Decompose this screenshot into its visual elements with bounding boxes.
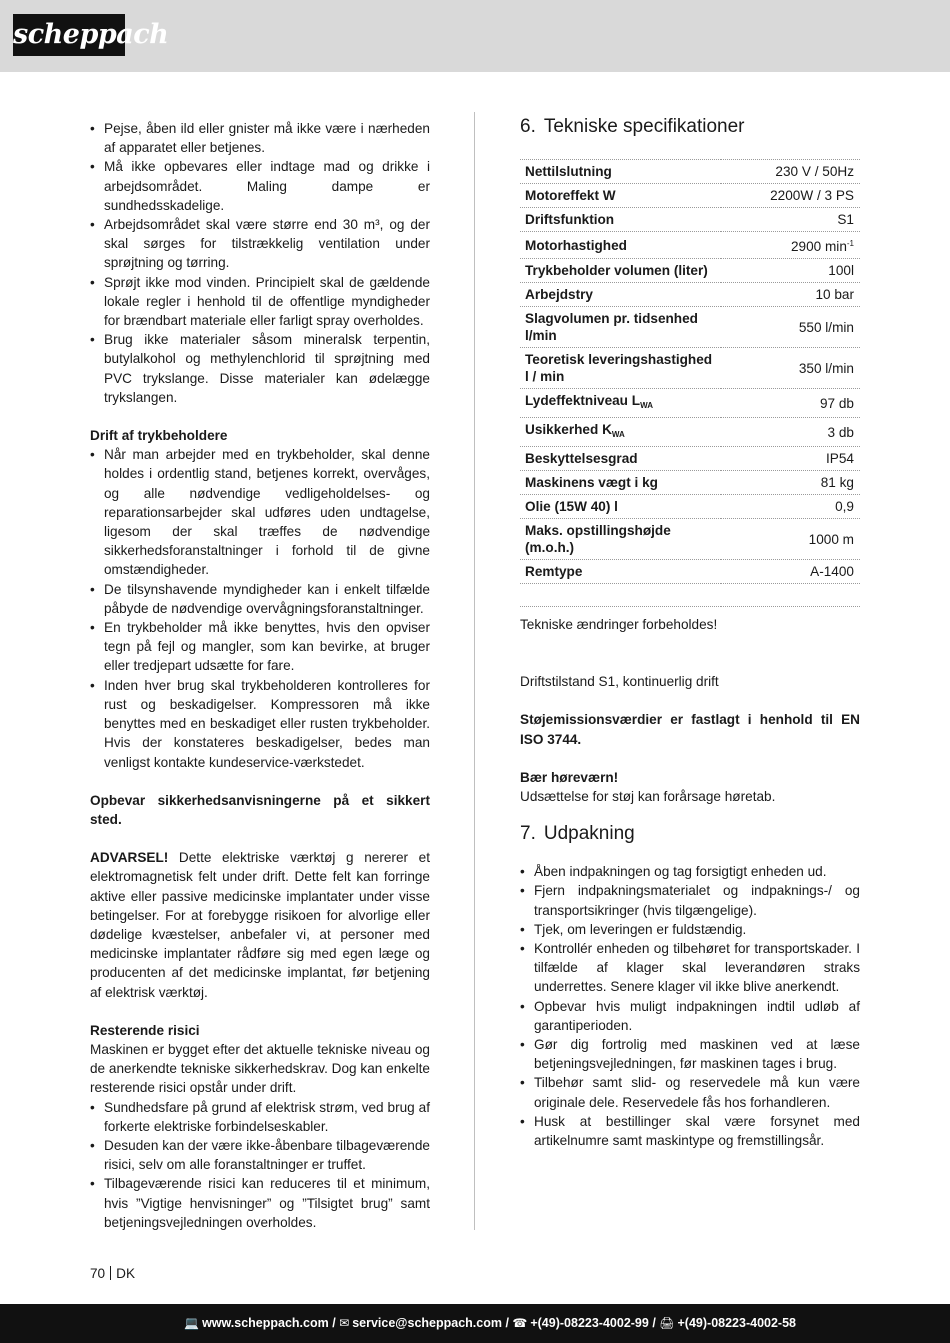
table-row: Nettilslutning 230 V / 50Hz xyxy=(520,160,860,184)
email-link[interactable]: service@scheppach.com xyxy=(352,1316,502,1330)
list-item: • Pejse, åben ild eller gnister må ikke være i nærheden af apparatet eller betjenes. xyxy=(90,119,430,157)
right-column xyxy=(520,113,860,1150)
list-item: • Sundhedsfare på grund af elektrisk strøm, ved brug af forkerte elektriske forbindelseskabler. xyxy=(90,1098,430,1136)
list-item: • Fjern indpakningsmaterialet og indpaknings-/ og transportsikringer (hvis tilgængelige). xyxy=(520,881,860,919)
unpack-section-title: 7. Udpakning xyxy=(520,823,635,845)
ear-protection-heading: Bær høreværn! xyxy=(520,769,619,785)
phone-number: +(49)-08223-4002-99 xyxy=(530,1316,649,1330)
list-item: • En trykbeholder må ikke benyttes, hvis den opviser tegn på fejl og mangler, som kan bevirke, at bruger eller tredjepart udsætte for fare. xyxy=(90,618,430,676)
safety-bullet-list xyxy=(90,119,430,407)
mail-icon: ✉ xyxy=(339,1316,350,1330)
table-row: Olie (15W 40) l 0,9 xyxy=(520,495,860,519)
list-item: • Desuden kan der være ikke-åbenbare tilbageværende risici, selv om alle foranstaltninger er truffet. xyxy=(90,1136,430,1174)
table-row: Lydeffektniveau $L_{WA}$ 97 db xyxy=(520,389,860,418)
table-row: Beskyttelsesgrad IP54 xyxy=(520,447,860,471)
website-link[interactable]: www.scheppach.com xyxy=(202,1316,329,1330)
specs-section-title: 6. Tekniske specifikationer xyxy=(520,116,745,137)
list-item: • Når man arbejder med en trykbeholder, skal denne holdes i ordentlig stand, betjenes korrekt, overvåges, og alle nødvendige vedligeholdelses- og reparationsarbejder skal udføres uden undtagelse, ligesom der skal træffes de nødvendige sikkerhedsforanstaltninger i forhold til de givne omstændigheder. xyxy=(90,445,430,579)
phone-icon: ☎ xyxy=(512,1316,528,1330)
list-item: • Kontrollér enheden og tilbehøret for transportskader. I tilfælde af klager skal leverandøren straks underrettes. Senere klager vil ikke blive anerkendt. xyxy=(520,939,860,997)
duty-note: Driftstilstand S1, kontinuerlig drift xyxy=(520,674,719,690)
table-row: Motorhastighed 2900 $\min^{-1}$ xyxy=(520,232,860,259)
ear-protection-text: Udsættelse for støj kan forårsage høretab. xyxy=(520,789,776,805)
table-row: Motoreffekt W 2200W / 3 PS xyxy=(520,184,860,208)
contact-bar: 💻 www.scheppach.com / ✉ service@scheppach.com / ☎ +(49)-08223-4002-99 / 🖨 +(49)-08223-4002-58 xyxy=(0,1304,950,1343)
residual-bullet-list xyxy=(90,1098,430,1232)
list-item: • Opbevar hvis muligt indpakningen indtil udløb af garantiperioden. xyxy=(520,997,860,1035)
unpack-bullet-list xyxy=(520,862,860,1150)
residual-heading: Resterende risici xyxy=(90,1022,200,1038)
list-item: • Sprøjt ikke mod vinden. Principielt skal de gældende lokale regler i henhold til de offentlige myndigheder for brændbart materiale eller farligt spray overholdes. xyxy=(90,273,430,331)
list-item: • Åben indpakningen og tag forsigtigt enheden ud. xyxy=(520,862,860,881)
table-row: Usikkerhed $K_{WA}$ 3 db xyxy=(520,418,860,447)
list-item: • Husk at bestillinger skal være forsynet med artikelnumre samt maskintype og fremstillingsår. xyxy=(520,1112,860,1150)
noise-note: Støjemissionsværdier er fastlagt i henhold til EN ISO 3744. xyxy=(520,712,860,747)
tank-bullet-list xyxy=(90,445,430,771)
table-row: Driftsfunktion S1 xyxy=(520,208,860,232)
tank-heading: Drift af trykbeholdere xyxy=(90,428,228,444)
table-row: Remtype A-1400 xyxy=(520,560,860,584)
list-item: • Må ikke opbevares eller indtage mad og drikke i arbejdsområdet. Maling dampe er sundhedsskadelige. xyxy=(90,157,430,215)
list-item: • Arbejdsområdet skal være større end 30 m³, og der skal sørges for tilstrækkelig ventilation under sprøjtning og tørring. xyxy=(90,215,430,273)
warning-text: Dette elektriske værktøj g nererer et elektromagnetisk felt under drift. Dette felt kan forringe aktive eller passive medicinske implantater under visse betingelser. For at forebygge risikoen for alvorlige eller dødelige kvæstelser, anbefaler vi, at personer med medicinske implantater rådføre sig med egen læge og producenten af det medicinske implantat, før betjening af elektrisk værktøj. xyxy=(90,850,430,1000)
residual-intro: Maskinen er bygget efter det aktuelle tekniske niveau og de anerkendte tekniske sikkerhedskrav. Dog kan enkelte resterende risici opstår under drift. xyxy=(90,1041,430,1096)
table-row: Maskinens vægt i kg 81 kg xyxy=(520,471,860,495)
column-divider xyxy=(474,112,475,1230)
language-code: DK xyxy=(116,1266,136,1281)
page-footer-label xyxy=(90,1264,135,1283)
table-row: Teoretisk leveringshastighed l / min 350 l/min xyxy=(520,348,860,389)
fax-icon: 🖨 xyxy=(659,1316,675,1330)
computer-icon: 💻 xyxy=(184,1316,200,1330)
table-row xyxy=(520,584,860,607)
list-item: • De tilsynshavende myndigheder kan i enkelt tilfælde påbyde de nødvendige overvågningsforanstaltninger. xyxy=(90,580,430,618)
list-item: • Tilbageværende risici kan reduceres til et minimum, hvis ”Vigtige henvisninger” og ”Tilsigtet brug” samt betjeningsvejledningen overholdes. xyxy=(90,1174,430,1232)
table-row: Arbejdstry 10 bar xyxy=(520,283,860,307)
changes-note: Tekniske ændringer forbeholdes! xyxy=(520,617,718,632)
list-item: • Gør dig fortrolig med maskinen ved at læse betjeningsvejledningen, før maskinen tages i brug. xyxy=(520,1035,860,1073)
table-row: Trykbeholder volumen (liter) 100l xyxy=(520,259,860,283)
fax-number: +(49)-08223-4002-58 xyxy=(677,1316,796,1330)
list-item: • Tilbehør samt slid- og reservedele må kun være originale dele. Reservedele fås hos forhandleren. xyxy=(520,1073,860,1111)
warning-label: ADVARSEL! xyxy=(90,850,169,866)
brand-logo: scheppach xyxy=(13,14,125,56)
warning-paragraph xyxy=(90,848,430,1002)
specs-table xyxy=(520,159,860,607)
keep-safe-note: Opbevar sikkerhedsanvisningerne på et sikkert sted. xyxy=(90,792,430,827)
list-item: • Tjek, om leveringen er fuldstændig. xyxy=(520,920,860,939)
list-item: • Brug ikke materialer såsom mineralsk terpentin, butylalkohol og methylenchlorid til sprøjtning med PVC trykslange. Disse materialer kan ødelægge trykslangen. xyxy=(90,330,430,407)
page-number: 70 xyxy=(90,1266,106,1281)
table-row: Slagvolumen pr. tidsenhed l/min 550 l/min xyxy=(520,307,860,348)
header-bar xyxy=(0,0,950,72)
left-column xyxy=(90,119,430,1232)
list-item: • Inden hver brug skal trykbeholderen kontrolleres for rust og beskadigelser. Kompressoren må ikke benyttes med en beskadiget eller rusten trykbeholder. Hvis der konstateres beskadigelser, bedes man venligst kontakte kundeservice-værkstedet. xyxy=(90,676,430,772)
table-row: Maks. opstillingshøjde (m.o.h.) 1000 m xyxy=(520,519,860,560)
